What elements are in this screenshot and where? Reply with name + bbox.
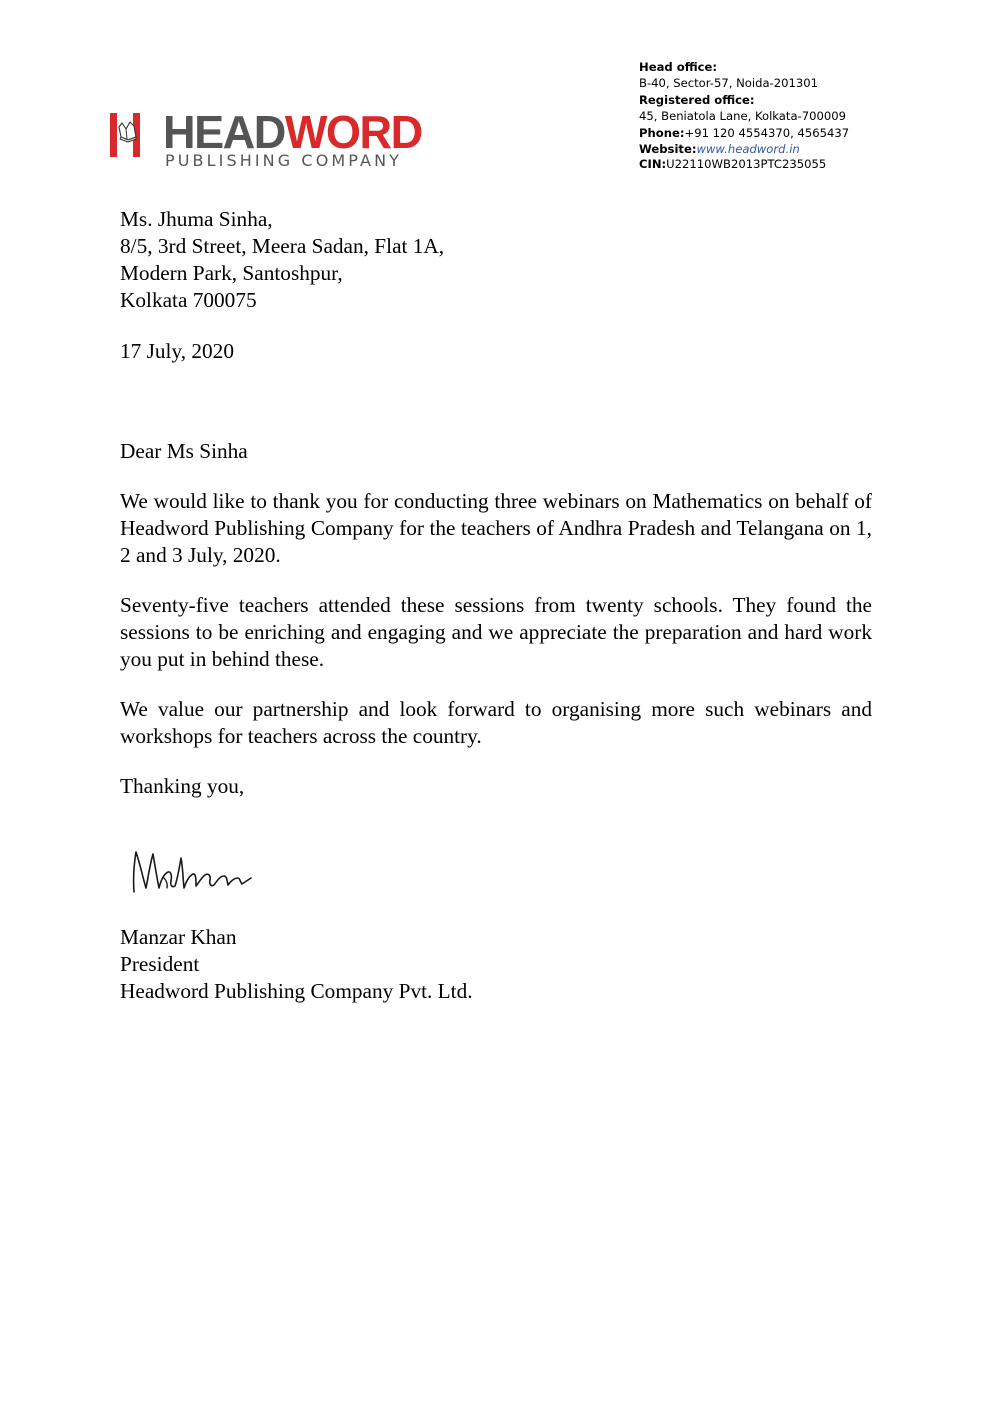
phone-value: +91 120 4554370, 4565437 (684, 126, 850, 140)
registered-office-label: Registered office: (639, 93, 755, 107)
registered-office-address: 45, Beniatola Lane, Kolkata-700009 (639, 108, 846, 123)
cin-label: CIN: (639, 157, 667, 171)
body-paragraph: We value our partnership and look forward to organising more such webinars and workshops for teachers across the country. (120, 697, 872, 748)
recipient-line: Ms. Jhuma Sinha, (120, 207, 273, 231)
cin-row (639, 157, 849, 173)
company-logo (110, 106, 422, 172)
signer-name: Manzar Khan (120, 925, 237, 949)
cin-value: U22110WB2013PTC235055 (666, 157, 827, 171)
phone-row (639, 126, 849, 142)
letter-date: 17 July, 2020 (120, 339, 234, 363)
logo-word-word: WORD (284, 106, 422, 158)
logo-wordmark (163, 106, 422, 158)
salutation: Dear Ms Sinha (120, 439, 248, 463)
head-office-label: Head office: (639, 60, 717, 74)
book-in-h-icon (110, 113, 144, 157)
logo-subtitle: PUBLISHING COMPANY (165, 151, 403, 170)
website-link[interactable]: www.headword.in (696, 141, 800, 156)
body-paragraph: Seventy-five teachers attended these sessions from twenty schools. They found the sessions to be enriching and engaging and we appreciate the preparation and hard work you put in behind these. (120, 593, 872, 671)
head-office-address: B-40, Sector-57, Noida-201301 (639, 75, 818, 90)
signer-block (120, 924, 872, 1005)
office-info (639, 60, 849, 173)
body-paragraph: We would like to thank you for conducting three webinars on Mathematics on behalf of Headword Publishing Company for the teachers of Andhra Pradesh and Telangana on 1, 2 and 3 July, 2020. (120, 489, 872, 567)
handwritten-signature-icon (128, 848, 298, 898)
recipient-line: Modern Park, Santoshpur, (120, 261, 343, 285)
recipient-line: 8/5, 3rd Street, Meera Sadan, Flat 1A, (120, 234, 445, 258)
signer-company: Headword Publishing Company Pvt. Ltd. (120, 979, 473, 1003)
recipient-line: Kolkata 700075 (120, 288, 257, 312)
signer-title: President (120, 952, 200, 976)
phone-label: Phone: (639, 126, 685, 140)
recipient-address (120, 206, 872, 314)
logo-word-head: HEAD (163, 106, 285, 158)
website-label: Website: (639, 141, 697, 156)
website-row (639, 142, 849, 158)
closing: Thanking you, (120, 774, 245, 798)
